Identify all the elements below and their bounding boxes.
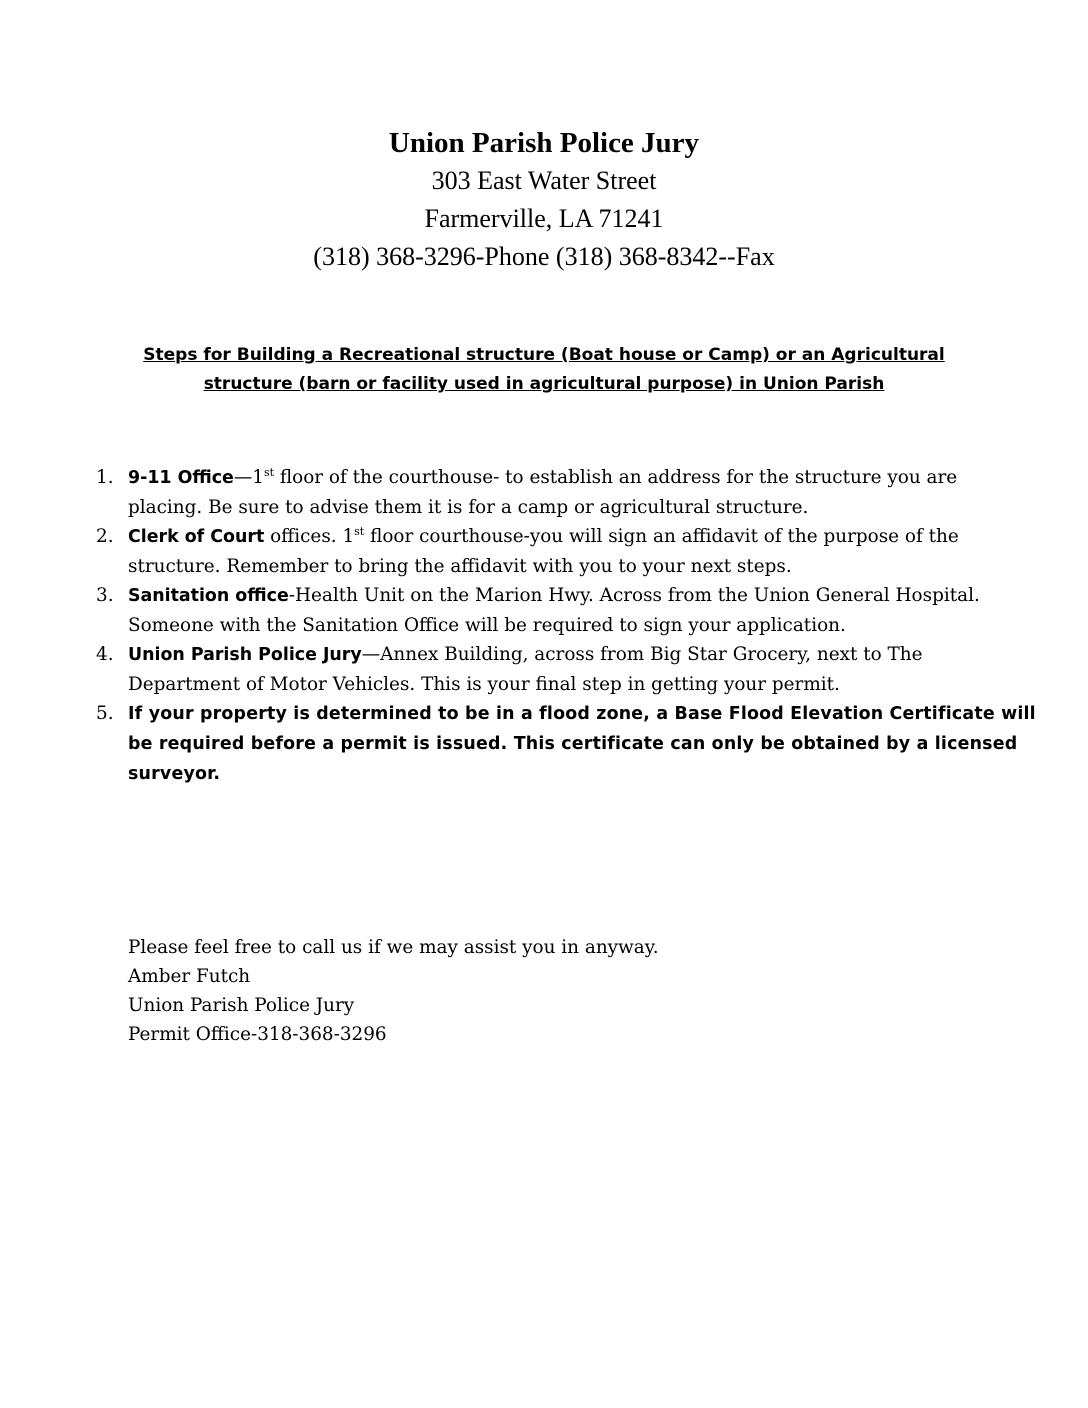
heading-line-1: Steps for Building a Recreational structure (Boat house or Camp) or an Agricultural [143,345,945,365]
step-text: floor of the courthouse- to establish an address for the structure you are placing. Be sure to advise them it is for a camp or agricultural structure. [128,467,958,518]
steps-list [96,463,1036,789]
step-text: offices. 1 [264,526,355,547]
step-title: Clerk of Court [128,527,265,547]
permit-office-phone: Permit Office-318-368-3296 [128,1024,387,1045]
city-state-zip: Farmerville, LA 71241 [424,204,664,233]
street-address: 303 East Water Street [431,166,657,195]
closing-message: Please feel free to call us if we may assist you in anyway. [128,937,659,958]
phone-fax: (318) 368-3296-Phone (318) 368-8342--Fax [313,242,775,271]
step-text: —Annex Building, across from Big Star Grocery, next to The Department of Motor Vehicles. This is your final step in getting your permit. [128,644,923,695]
step-text: —1 [233,467,264,488]
step-number: 5. [96,703,114,724]
step-number: 1. [96,467,114,488]
signatory-organization: Union Parish Police Jury [128,995,355,1016]
step-title: Union Parish Police Jury [128,645,362,665]
heading-line-2: structure (barn or facility used in agricultural purpose) in Union Parish [203,374,885,394]
document-heading [60,341,1028,399]
step-number: 2. [96,526,114,547]
step-text: -Health Unit on the Marion Hwy. Across from the Union General Hospital. Someone with the Sanitation Office will be required to sign your application. [128,585,980,636]
step-item [96,640,1036,699]
step-number: 3. [96,585,114,606]
step-item [96,463,1036,522]
step-title: 9-11 Office [128,468,234,488]
flood-zone-notice: If your property is determined to be in a flood zone, a Base Flood Elevation Certificate will be required before a permit is issued. This certificate can only be obtained by a licensed surveyor. [128,704,1036,784]
signatory-name: Amber Futch [128,966,251,987]
step-item [96,699,1036,789]
closing-block [128,933,1008,1049]
step-item [96,581,1036,640]
organization-name: Union Parish Police Jury [388,127,700,159]
step-item [96,522,1036,581]
ordinal-suffix: st [263,465,275,479]
letterhead [0,124,1088,276]
step-number: 4. [96,644,114,665]
ordinal-suffix: st [354,524,365,538]
step-title: Sanitation office [128,586,289,606]
step-text: floor courthouse-you will sign an affidavit of the purpose of the structure. Remember to bring the affidavit with you to your next steps. [128,526,959,577]
